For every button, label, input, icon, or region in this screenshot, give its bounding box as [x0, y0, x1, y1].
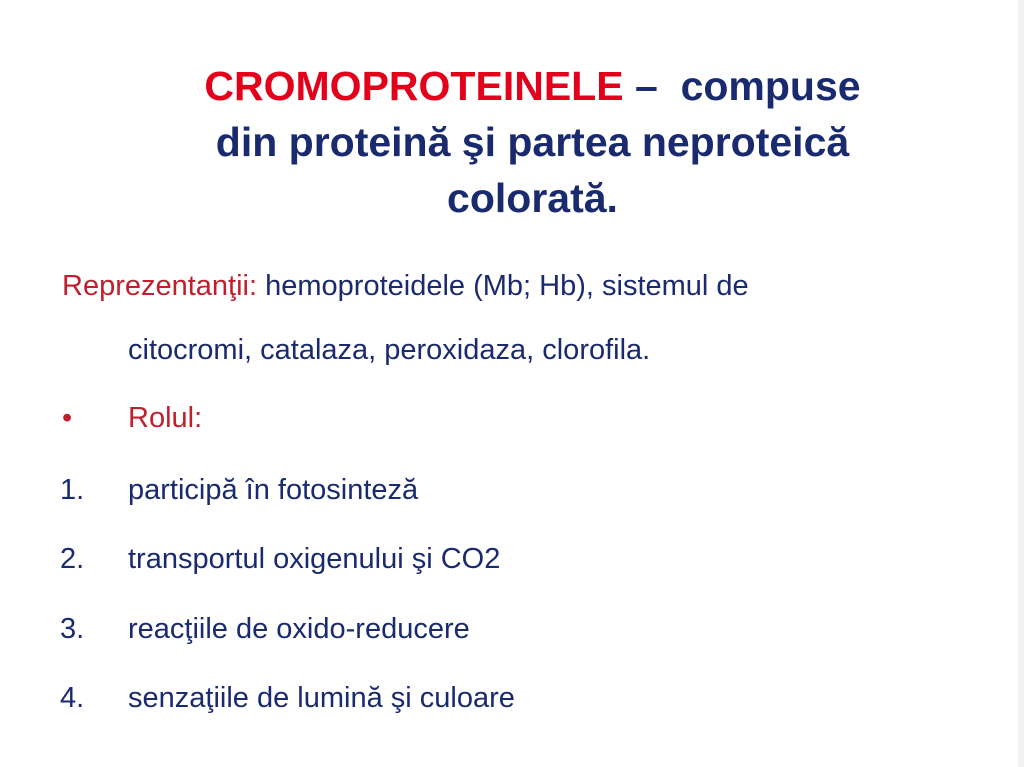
role-bullet: •: [62, 402, 73, 434]
title-line-1: [100, 58, 965, 114]
role-3-number: 3.: [60, 613, 85, 645]
title-highlight: CROMOPROTEINELE: [204, 63, 624, 109]
title-dash: –: [634, 63, 658, 109]
title-line-3: colorată.: [447, 175, 618, 221]
representatives-text-1: hemoproteidele (Mb; Hb), sistemul de: [265, 270, 749, 302]
role-label: Rolul:: [128, 402, 203, 434]
representatives-label: Reprezentanţii:: [62, 270, 258, 302]
title-line-1-rest: compuse: [680, 63, 861, 109]
role-4-number: 4.: [60, 682, 85, 714]
representatives-line-2: citocromi, catalaza, peroxidaza, clorofila.: [128, 334, 651, 366]
title-line-2: din proteină şi partea neproteică: [215, 119, 850, 165]
role-4-text: senzaţiile de lumină şi culoare: [128, 682, 515, 714]
role-1-number: 1.: [60, 474, 85, 506]
role-3-text: reacţiile de oxido-reducere: [128, 613, 470, 645]
role-2-text: transportul oxigenului şi CO2: [128, 543, 501, 575]
role-1-text: participă în fotosinteză: [128, 474, 419, 506]
right-edge-strip: [1018, 0, 1024, 767]
role-2-number: 2.: [60, 543, 85, 575]
slide-title: [100, 58, 965, 226]
representatives-line-1: [62, 268, 749, 304]
